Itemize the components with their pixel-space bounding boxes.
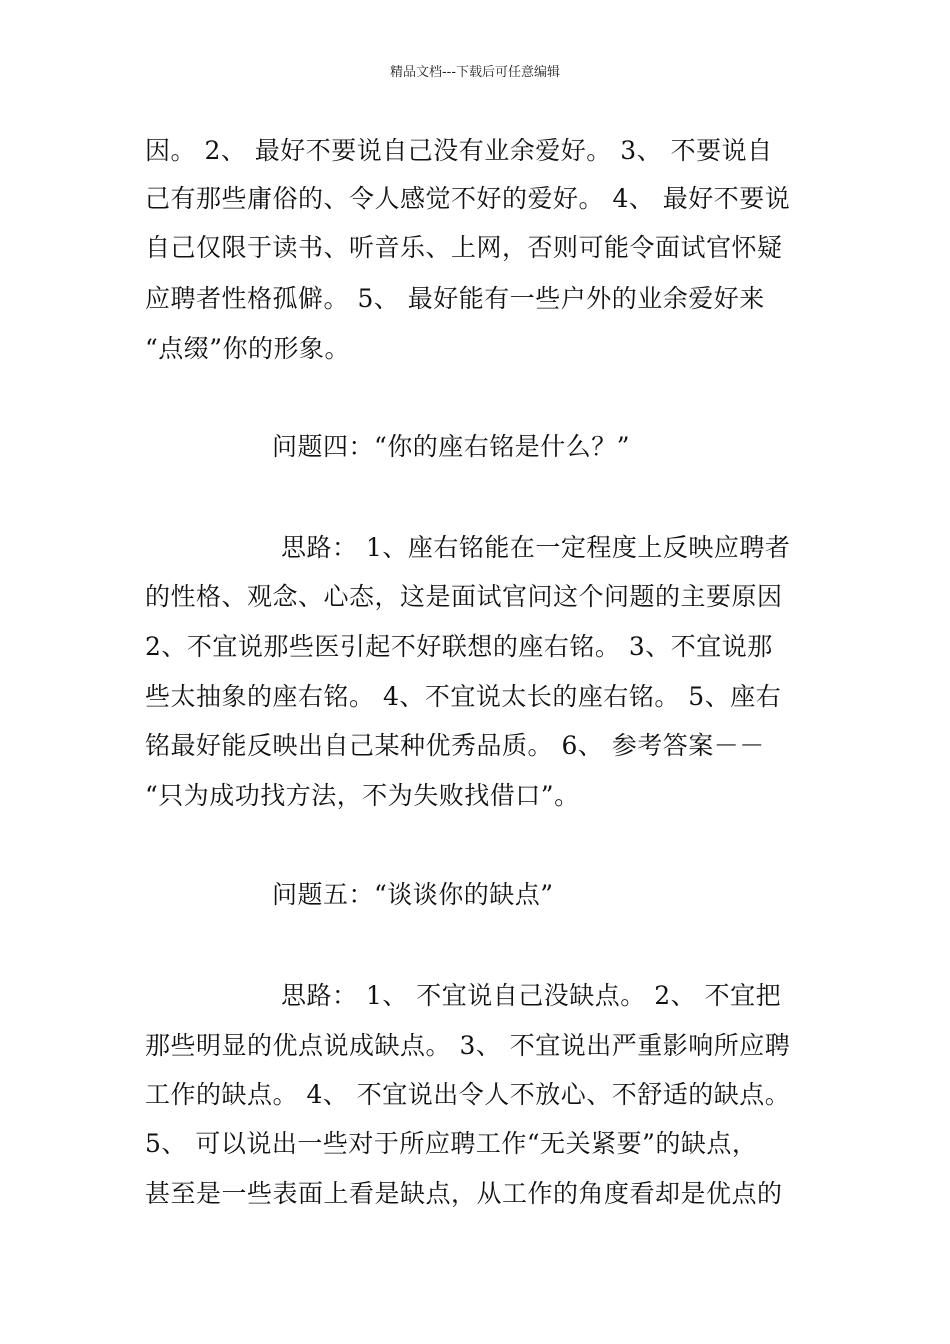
question-five-heading: 问题五：“谈谈你的缺点” <box>272 880 554 909</box>
text-line: 自己仅限于读书、听音乐、上网，否则可能令面试官怀疑 <box>145 233 783 262</box>
text-line: “点缀”你的形象。 <box>145 334 351 363</box>
text-line: “只为成功找方法，不为失败找借口”。 <box>145 781 580 810</box>
text-line: 的性格、观念、心态，这是面试官问这个问题的主要原因 <box>145 582 783 611</box>
text-line: 应聘者性格孤僻。 5、 最好能有一些户外的业余爱好来 <box>145 284 765 313</box>
text-line: 铭最好能反映出自己某种优秀品质。 6、 参考答案－－ <box>145 731 765 760</box>
page-header: 精品文档---下载后可任意编辑 <box>389 65 561 80</box>
text-line: 己有那些庸俗的、令人感觉不好的爱好。 4、 最好不要说 <box>145 184 791 213</box>
text-line: 因。 2、 最好不要说自己没有业余爱好。 3、 不要说自 <box>145 136 773 165</box>
text-line: 些太抽象的座右铭。 4、不宜说太长的座右铭。 5、座右 <box>145 682 782 711</box>
text-line: 思路： 1、 不宜说自己没缺点。 2、 不宜把 <box>281 981 782 1010</box>
text-line: 5、 可以说出一些对于所应聘工作“无关紧要”的缺点， <box>145 1129 758 1158</box>
text-line: 工作的缺点。 4、 不宜说出令人不放心、不舒适的缺点。 <box>145 1080 791 1109</box>
text-line: 那些明显的优点说成缺点。 3、 不宜说出严重影响所应聘 <box>145 1031 791 1060</box>
text-line: 思路： 1、座右铭能在一定程度上反映应聘者 <box>281 533 791 562</box>
question-four-heading: 问题四：“你的座右铭是什么？” <box>272 432 631 461</box>
text-line: 2、不宜说那些医引起不好联想的座右铭。 3、不宜说那 <box>145 632 773 661</box>
text-line: 甚至是一些表面上看是缺点，从工作的角度看却是优点的 <box>145 1179 783 1208</box>
